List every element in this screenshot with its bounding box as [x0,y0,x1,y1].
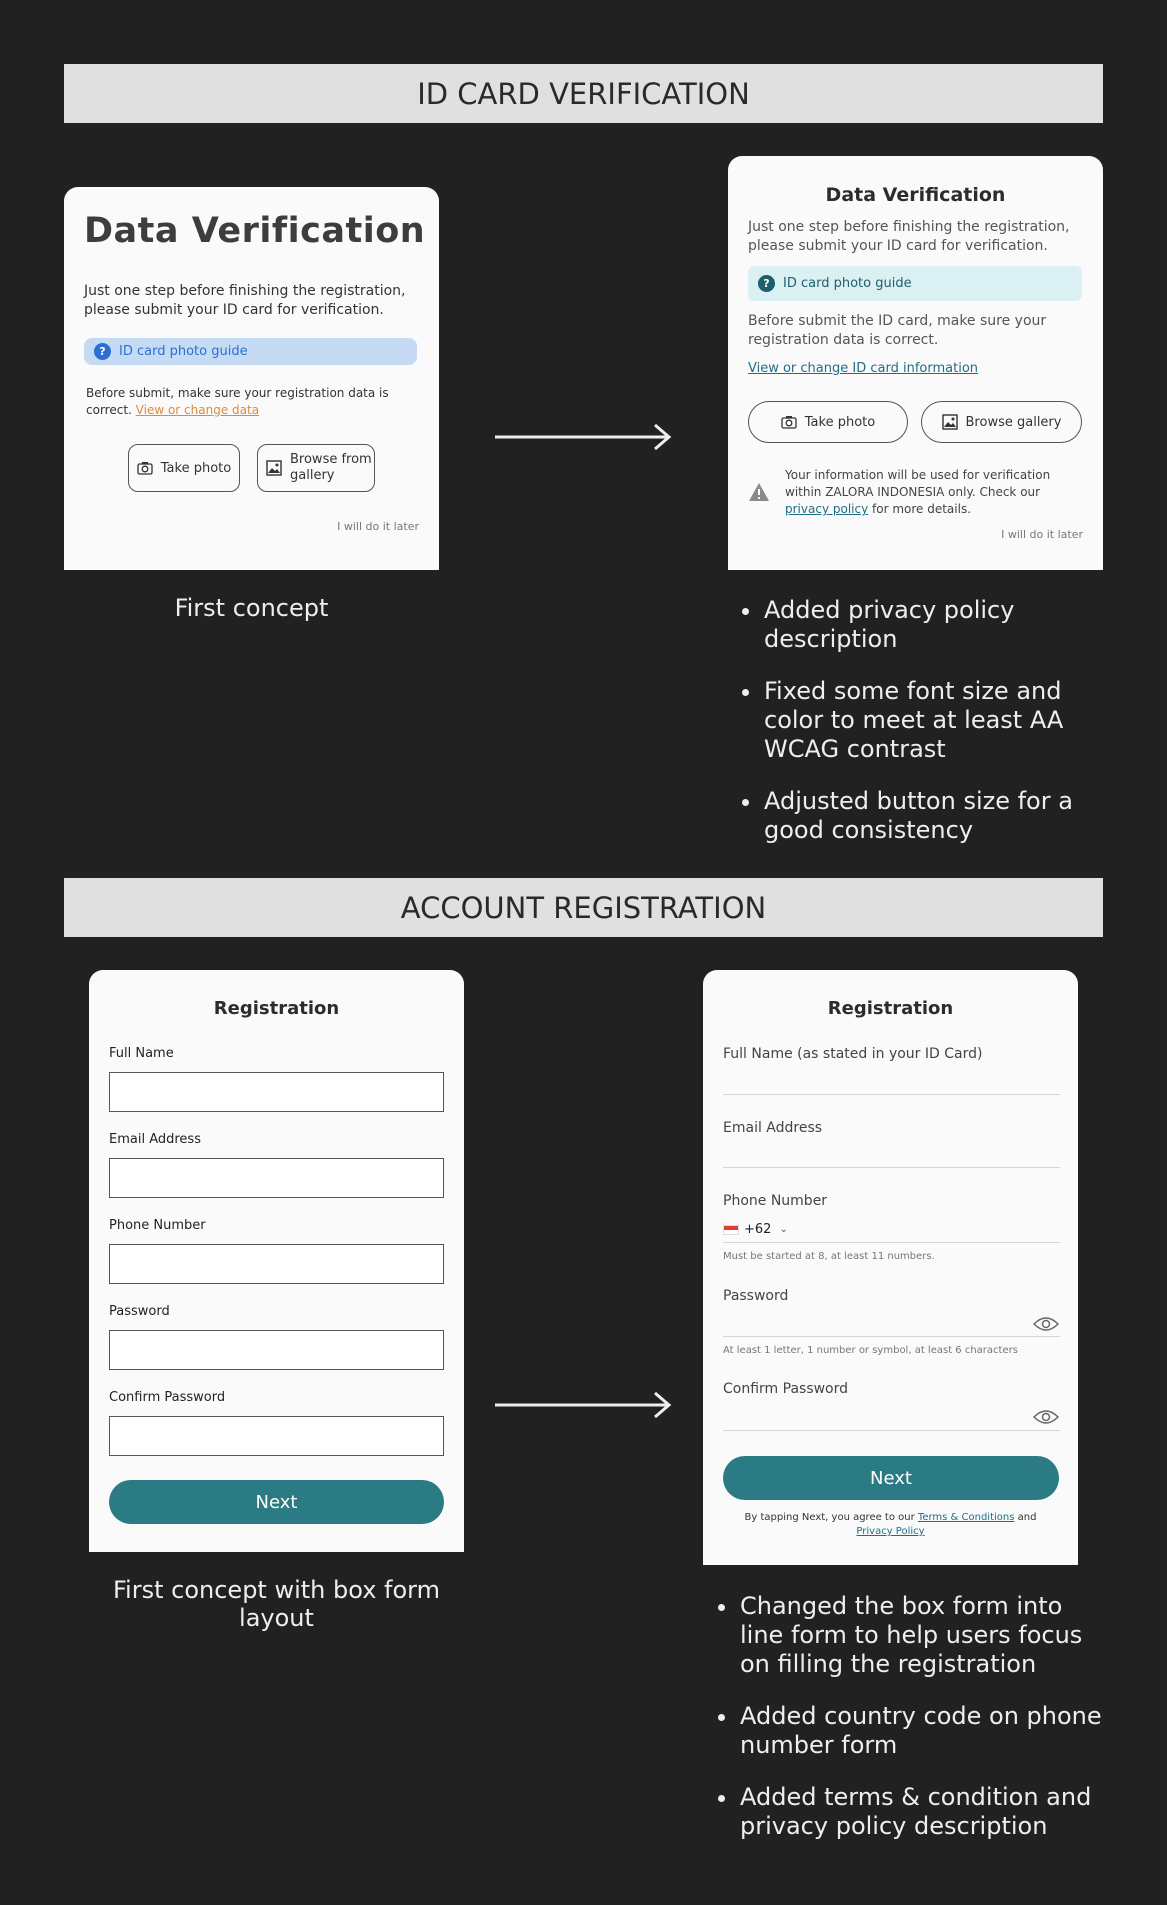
privacy-policy-link[interactable]: Privacy Policy [856,1526,925,1537]
do-it-later-link[interactable]: I will do it later [337,520,419,533]
privacy-suffix: for more details. [872,502,972,516]
warning-icon [748,482,770,502]
next-button[interactable]: Next [109,1480,444,1524]
email-input[interactable] [109,1158,444,1198]
take-photo-label: Take photo [160,460,232,476]
gallery-icon [942,414,958,430]
terms-and: and [1017,1512,1037,1523]
terms-conditions-link[interactable]: Terms & Conditions [917,1512,1015,1523]
input-underline [723,1094,1060,1095]
data-verification-card-v2 [728,156,1103,570]
note-item: Adjusted button size for a good consistency [738,787,1108,845]
privacy-description [785,467,1050,518]
take-photo-button[interactable] [748,401,908,443]
eye-icon[interactable] [1033,1408,1059,1426]
field-label: Phone Number [109,1218,206,1233]
eye-icon[interactable] [1033,1315,1059,1333]
camera-icon [137,461,153,475]
phone-hint: Must be started at 8, at least 11 numbers. [723,1251,935,1262]
card-description [748,218,1069,256]
help-icon: ? [94,343,111,360]
phone-label: Phone Number [723,1193,828,1209]
browse-label [290,452,372,484]
guide-label: ID card photo guide [119,344,248,359]
password-input[interactable]: Password [723,1288,789,1304]
registration-title: Registration [827,998,954,1019]
note-item: Added privacy policy description [738,596,1108,654]
browse-label-line: gallery [290,468,335,483]
browse-gallery-button[interactable] [257,444,375,492]
card-title: Data Verification [84,211,426,251]
registration-title: Registration [213,998,340,1019]
description-line: please submit your ID card for verification. [84,302,384,318]
email-input[interactable]: Email Address [723,1120,823,1136]
note-item: Added terms & condition and privacy policy description [714,1783,1104,1841]
confirm-password-input[interactable] [109,1416,444,1456]
improvement-notes-registration [714,1592,1104,1864]
id-card-photo-guide[interactable] [748,266,1082,301]
input-underline [723,1242,1060,1243]
guide-label: ID card photo guide [783,276,912,291]
browse-label-line: Browse from [290,452,372,467]
registration-card-v1 [89,970,464,1552]
terms-description [703,1511,1078,1539]
phone-input[interactable] [109,1244,444,1284]
gallery-icon [266,460,282,476]
browse-label: Browse gallery [965,414,1062,430]
terms-prefix: By tapping Next, you agree to our [744,1512,915,1523]
password-input[interactable] [109,1330,444,1370]
full-name-input[interactable] [109,1072,444,1112]
note-item: Changed the box form into line form to help users focus on filling the registration [714,1592,1104,1679]
privacy-line: within ZALORA INDONESIA only. Check our [785,485,1041,499]
section-title: ACCOUNT REGISTRATION [400,890,767,925]
improvement-notes-id [738,596,1108,868]
description-line: Just one step before finishing the registration, [84,283,406,299]
field-label: Email Address [109,1132,201,1147]
card-title: Data Verification [825,184,1006,206]
arrow-right-icon [493,1390,673,1420]
description-line: please submit your ID card for verification. [748,238,1048,254]
section-title: ID CARD VERIFICATION [417,76,750,111]
help-icon: ? [758,275,775,292]
view-change-id-info-link[interactable]: View or change ID card information [748,361,979,376]
chevron-down-icon: ⌄ [779,1224,788,1235]
data-verification-card-v1 [64,187,439,570]
full-name-input[interactable]: Full Name (as stated in your ID Card) [723,1046,983,1062]
next-button[interactable]: Next [723,1456,1059,1500]
privacy-policy-link[interactable]: privacy policy [785,502,869,516]
card-note [86,385,389,419]
arrow-right-icon [493,422,673,452]
input-underline [723,1430,1060,1431]
section-banner-account [64,878,1103,937]
country-code: +62 [744,1222,772,1237]
input-underline [723,1336,1060,1337]
note-item: Fixed some font size and color to meet at least AA WCAG contrast [738,677,1108,764]
input-underline [723,1167,1060,1168]
note-line: Before submit the ID card, make sure your [748,313,1047,329]
caption-box-form: First concept with box form layout [113,1576,440,1632]
description-line: Just one step before finishing the registration, [748,219,1070,235]
card-note [748,312,1046,350]
card-description [84,282,405,320]
note-item: Added country code on phone number form [714,1702,1104,1760]
privacy-line: Your information will be used for verification [785,468,1051,482]
camera-icon [781,415,797,429]
password-hint: At least 1 letter, 1 number or symbol, at least 6 characters [723,1345,1018,1356]
registration-card-v2 [703,970,1078,1565]
take-photo-button[interactable] [128,444,240,492]
indonesia-flag-icon [723,1225,739,1235]
id-card-photo-guide[interactable] [84,338,417,365]
section-banner-id-card [64,64,1103,123]
do-it-later-link[interactable]: I will do it later [1001,528,1083,541]
field-label: Confirm Password [109,1390,226,1405]
browse-gallery-button[interactable] [921,401,1082,443]
field-label: Full Name [109,1046,174,1061]
country-code-select[interactable] [723,1222,788,1237]
note-prefix: correct. [86,403,132,417]
view-change-data-link[interactable]: View or change data [135,403,260,417]
field-label: Password [109,1304,170,1319]
take-photo-label: Take photo [804,414,876,430]
caption-first-concept: First concept [174,594,329,622]
note-line: Before submit, make sure your registration data is [86,386,389,400]
note-line: registration data is correct. [748,332,939,348]
confirm-password-input[interactable]: Confirm Password [723,1381,849,1397]
